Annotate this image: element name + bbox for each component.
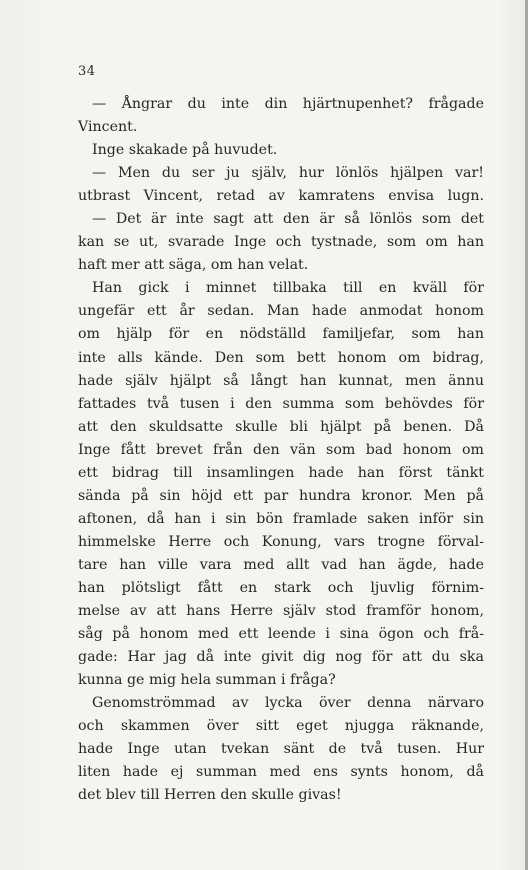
- text-line: — Ångrar du inte din hjärtnupenhet? frågade: [92, 96, 484, 112]
- text-line: — Men du ser ju själv, hur lönlös hjälpen var!: [92, 165, 484, 182]
- text-line: ungefär ett år sedan. Man hade anmodat honom: [78, 303, 484, 320]
- body-text: [78, 93, 484, 807]
- text-line: Vincent.: [78, 119, 138, 136]
- text-line: aftonen, då han i sin bön framlade saken inför sin: [78, 510, 484, 527]
- text-line: melse av att hans Herre själv stod framför honom,: [78, 603, 484, 620]
- text-line: hade själv hjälpt så långt han kunnat, men ännu: [78, 372, 484, 389]
- text-line: och skammen över sitt eget njugga räknande,: [78, 718, 484, 735]
- text-line: haft mer att säga, om han velat.: [78, 257, 309, 274]
- text-line: såg på honom med ett leende i sina ögon och frå-: [78, 626, 484, 643]
- text-line: liten hade ej summan med ens synts honom, då: [78, 764, 484, 781]
- text-line: om hjälp för en nödställd familjefar, som han: [78, 326, 484, 343]
- text-line: att den skuldsatte skulle bli hjälpt på benen. Då: [78, 418, 484, 435]
- text-line: Inge skakade på huvudet.: [92, 142, 278, 159]
- text-line: Inge fått brevet från den vän som bad honom om: [78, 441, 484, 458]
- text-line: fattades två tusen i den summa som behövdes för: [78, 395, 484, 412]
- text-line: Genomströmmad av lycka över denna närvaro: [92, 695, 484, 712]
- text-line: inte alls kände. Den som bett honom om bidrag,: [78, 349, 484, 366]
- text-line: det blev till Herren den skulle givas!: [78, 787, 342, 804]
- text-line: tare han ville vara med allt vad han ägde, hade: [78, 556, 484, 573]
- text-line: sända på sin höjd ett par hundra kronor. Men på: [78, 487, 484, 504]
- text-line: utbrast Vincent, retad av kamratens envisa lugn.: [78, 188, 484, 205]
- text-line: kan se ut, svarade Inge och tystnade, som om han: [78, 234, 484, 251]
- text-line: gade: Har jag då inte givit dig nog för att du ska: [78, 649, 484, 666]
- text-line: kunna ge mig hela summan i fråga?: [78, 672, 336, 689]
- page-number: 34: [78, 64, 96, 79]
- text-line: han plötsligt fått en stark och ljuvlig förnim-: [78, 579, 484, 596]
- text-line: himmelske Herre och Konung, vars trogne förval-: [78, 533, 484, 550]
- text-line: — Det är inte sagt att den är så lönlös som det: [92, 211, 484, 228]
- text-line: ett bidrag till insamlingen hade han först tänkt: [78, 464, 484, 481]
- text-line: hade Inge utan tvekan sänt de två tusen. Hur: [78, 741, 484, 758]
- text-line: Han gick i minnet tillbaka till en kväll för: [92, 280, 484, 297]
